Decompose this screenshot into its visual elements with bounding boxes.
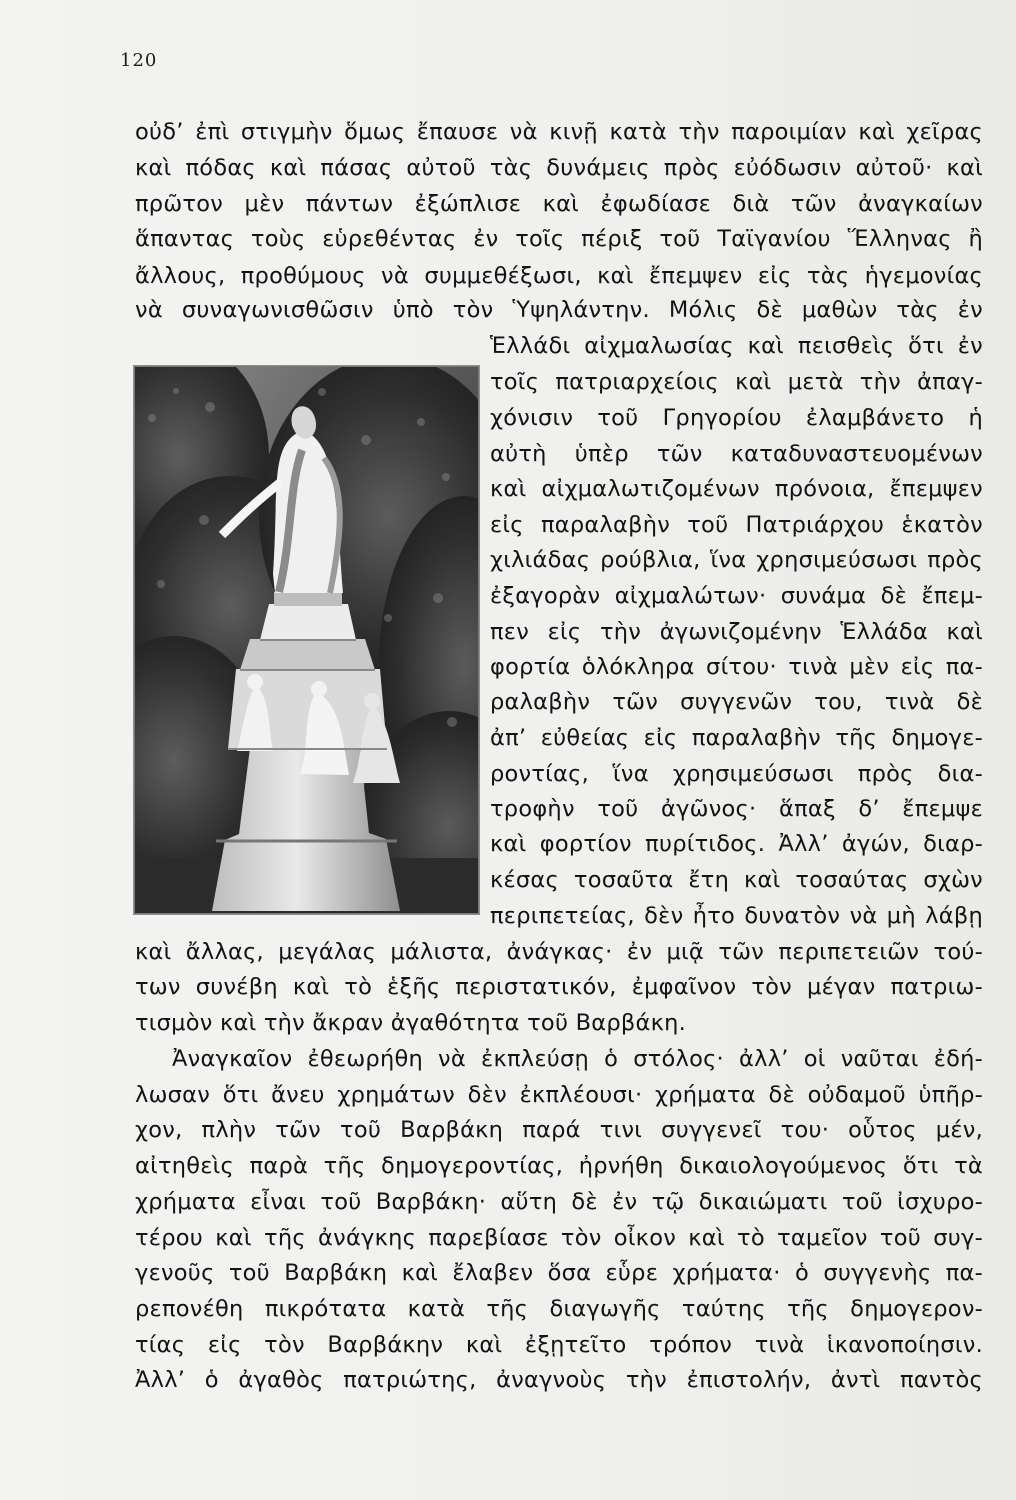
text-line: των συνέβη καὶ τὸ ἑξῆς περιστατικόν, ἐμφαῖνον τὸν μέγαν πατριω- [135,974,983,1000]
text-line: ἐξαγορὰν αἰχμαλώτων· συνάμα δὲ ἔπεμ- [490,583,983,609]
text-line: καὶ φορτίον πυρίτιδος. Ἀλλ’ ἀγών, διαρ- [490,831,983,857]
text-line: καὶ πόδας καὶ πάσας αὐτοῦ τὰς δυνάμεις πρὸς εὐόδωσιν αὐτοῦ· καὶ [135,155,983,181]
text-line: εἰς παραλαβὴν τοῦ Πατριάρχου ἑκατὸν [490,512,983,538]
text-line: χον, πλὴν τῶν τοῦ Βαρβάκη παρά τινι συγγενεῖ του· οὗτος μέν, [135,1117,983,1143]
text-line: αὐτὴ ὑπὲρ τῶν καταδυναστευομένων [490,441,983,467]
text-line: νὰ συναγωνισθῶσιν ὑπὸ τὸν Ὑψηλάντην. Μόλις δὲ μαθὼν τὰς ἐν [135,297,983,323]
text-line: φορτία ὁλόκληρα σίτου· τινὰ μὲν εἰς πα- [490,654,983,680]
text-line: καὶ ἄλλας, μεγάλας μάλιστα, ἀνάγκας· ἐν μιᾷ τῶν περιπετειῶν τού- [135,939,983,965]
text-line: χιλιάδας ρούβλια, ἵνα χρησιμεύσωσι πρὸς [490,547,983,573]
text-line: ἅπαντας τοὺς εὑρεθέντας ἐν τοῖς πέριξ τοῦ Ταϊγανίου Ἕλληνας ἢ [135,226,983,252]
monument-photo-icon [134,366,479,914]
text-line: Ἑλλάδι αἰχμαλωσίας καὶ πεισθεὶς ὅτι ἐν [490,333,983,359]
text-line: τροφὴν τοῦ ἀγῶνος· ἅπαξ δ’ ἔπεμψε [490,796,983,822]
page-number: 120 [120,50,158,71]
text-line: γενοῦς τοῦ Βαρβάκη καὶ ἔλαβεν ὅσα εὗρε χρήματα· ὁ συγγενὴς πα- [135,1260,983,1286]
text-line: τέρου καὶ τῆς ἀνάγκης παρεβίασε τὸν οἶκον καὶ τὸ ταμεῖον τοῦ συγ- [135,1225,983,1251]
text-line: περιπετείας, δὲν ἦτο δυνατὸν νὰ μὴ λάβῃ [490,903,983,929]
text-line: χρήματα εἶναι τοῦ Βαρβάκη· αὕτη δὲ ἐν τῷ δικαιώματι τοῦ ἰσχυρο- [135,1189,983,1215]
text-line: οὐδ’ ἐπὶ στιγμὴν ὅμως ἔπαυσε νὰ κινῇ κατὰ τὴν παροιμίαν καὶ χεῖρας [135,119,983,145]
text-line: λωσαν ὅτι ἄνευ χρημάτων δὲν ἐκπλέουσι· χρήματα δὲ οὐδαμοῦ ὑπῆρ- [135,1082,983,1108]
text-line: ρεπονέθη πικρότατα κατὰ τῆς διαγωγῆς ταύτης τῆς δημογερον- [135,1296,983,1322]
statue-photo [133,365,480,915]
text-line: Ἀναγκαῖον ἐθεωρήθη νὰ ἐκπλεύσῃ ὁ στόλος· ἀλλ’ οἱ ναῦται ἐδή- [172,1046,983,1072]
text-line: τισμὸν καὶ τὴν ἄκραν ἀγαθότητα τοῦ Βαρβάκη. [135,1010,687,1036]
text-line: αἰτηθεὶς παρὰ τῆς δημογεροντίας, ἠρνήθη δικαιολογούμενος ὅτι τὰ [135,1153,983,1179]
text-line: καὶ αἰχμαλωτιζομένων πρόνοια, ἔπεμψεν [490,476,983,502]
text-line: χόνισιν τοῦ Γρηγορίου ἐλαμβάνετο ἡ [490,405,983,431]
text-line: ραλαβὴν τῶν συγγενῶν του, τινὰ δὲ [490,689,983,715]
text-line: τοῖς πατριαρχείοις καὶ μετὰ τὴν ἀπαγ- [490,369,983,395]
text-line: ροντίας, ἵνα χρησιμεύσωσι πρὸς δια- [490,761,983,787]
text-line: Ἀλλ’ ὁ ἀγαθὸς πατριώτης, ἀναγνοὺς τὴν ἐπιστολήν, ἀντὶ παντὸς [135,1367,983,1393]
text-line: τίας εἰς τὸν Βαρβάκην καὶ ἐξῃτεῖτο τρόπον τινὰ ἱκανοποίησιν. [135,1332,983,1358]
text-line: ἄλλους, προθύμους νὰ συμμεθέξωσι, καὶ ἔπεμψεν εἰς τὰς ἡγεμονίας [135,263,983,289]
text-line: κέσας τοσαῦτα ἔτη καὶ τοσαύτας σχὼν [490,867,983,893]
text-line: ἀπ’ εὐθείας εἰς παραλαβὴν τῆς δημογε- [490,725,983,751]
text-line: πεν εἰς τὴν ἀγωνιζομένην Ἑλλάδα καὶ [490,619,983,645]
text-line: πρῶτον μὲν πάντων ἐξώπλισε καὶ ἐφωδίασε διὰ τῶν ἀναγκαίων [135,191,983,217]
